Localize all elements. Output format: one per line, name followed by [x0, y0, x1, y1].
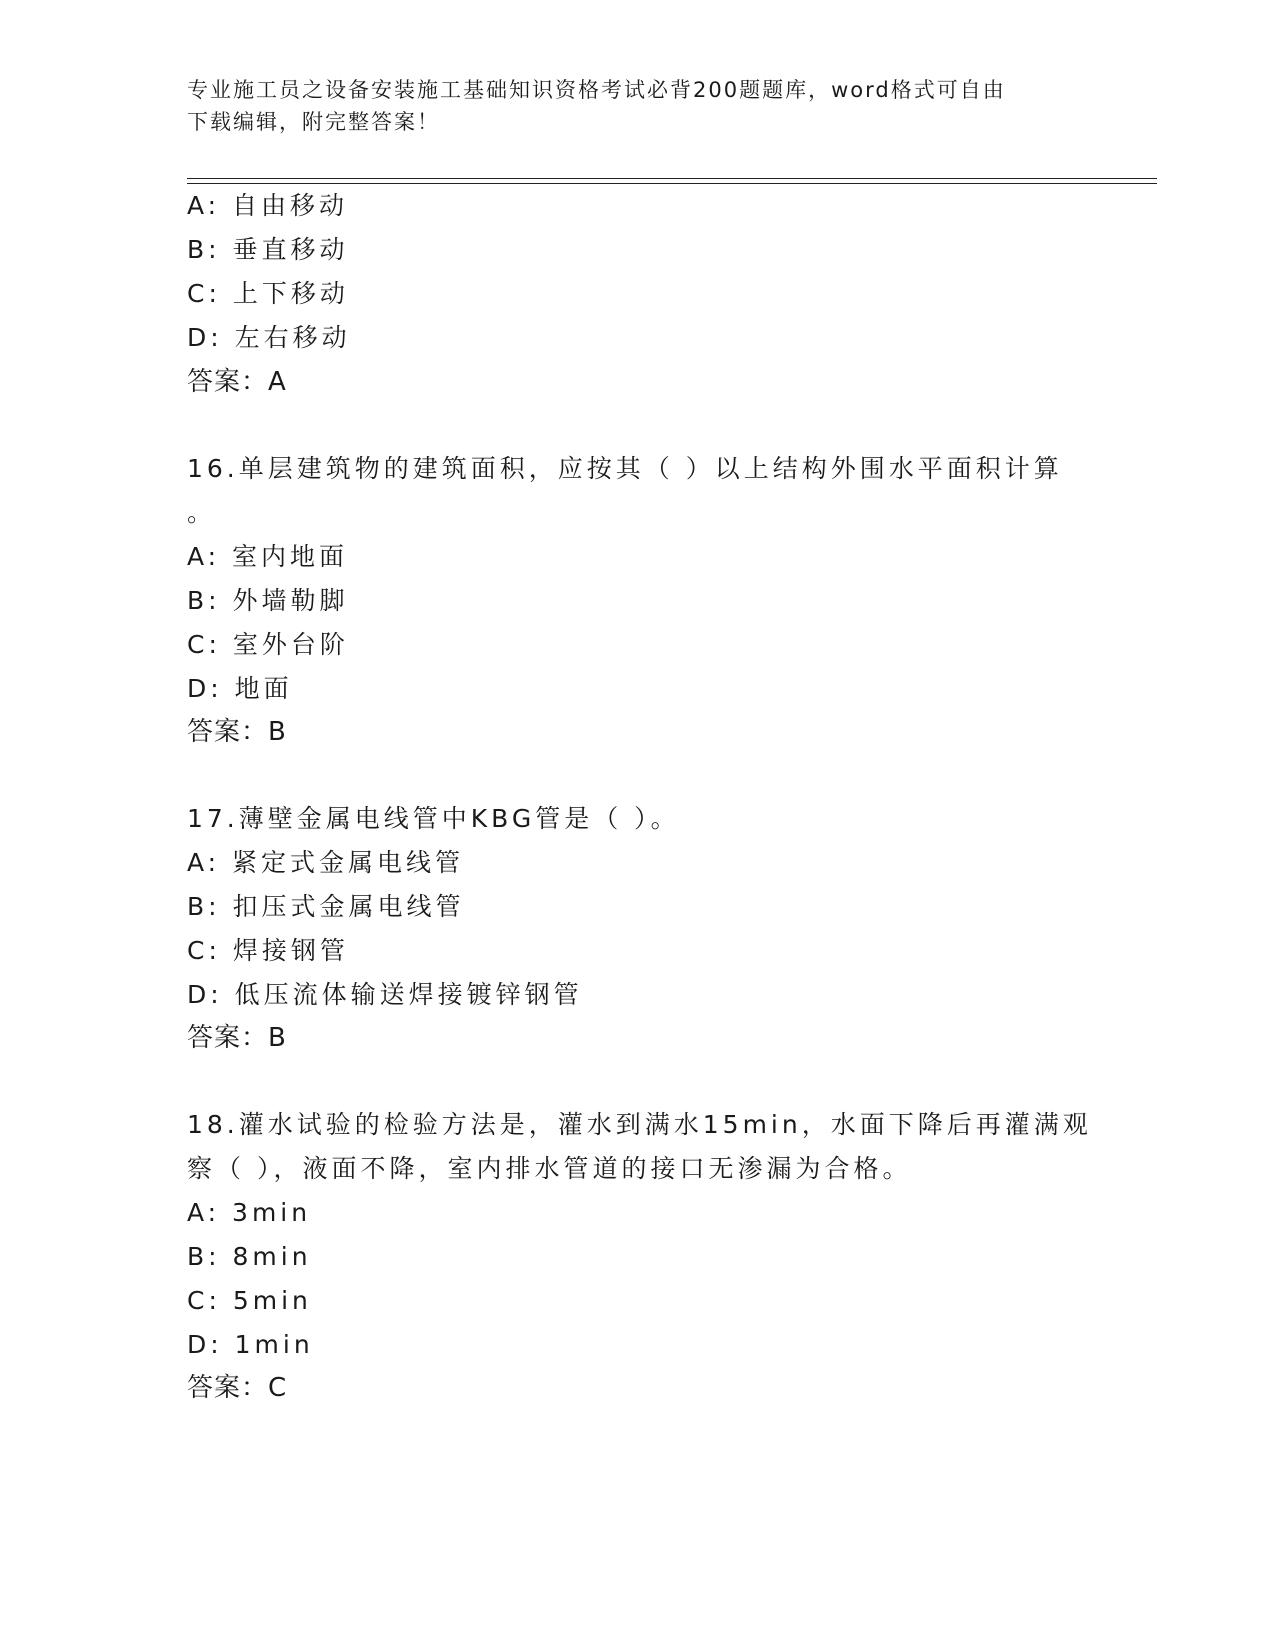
- option-b: B: 8min: [187, 1242, 312, 1271]
- question-stem-line-2: 。: [187, 498, 217, 527]
- answer-label: 答案：A: [187, 367, 287, 397]
- option-d: D: 左右移动: [187, 323, 351, 352]
- question-stem-line-1: 16.单层建筑物的建筑面积，应按其（ ）以上结构外围水平面积计算: [187, 454, 1063, 483]
- option-a: A: 室内地面: [187, 542, 349, 571]
- header-rule-bottom: [187, 183, 1157, 184]
- option-a: A: 紧定式金属电线管: [187, 848, 465, 877]
- option-a: A: 自由移动: [187, 191, 349, 220]
- option-b: B: 扣压式金属电线管: [187, 892, 465, 921]
- header-line-1: 专业施工员之设备安装施工基础知识资格考试必背200题题库，word格式可自由: [187, 78, 1006, 102]
- option-c: C: 室外台阶: [187, 630, 349, 659]
- option-d: D: 1min: [187, 1330, 314, 1359]
- option-c: C: 焊接钢管: [187, 936, 349, 965]
- answer-label: 答案：C: [187, 1373, 288, 1403]
- answer-label: 答案：B: [187, 1023, 287, 1053]
- header-rule-top: [187, 178, 1157, 179]
- document-header: [187, 74, 1067, 138]
- option-c: C: 上下移动: [187, 279, 349, 308]
- answer-label: 答案：B: [187, 717, 287, 747]
- header-line-2: 下载编辑，附完整答案！: [187, 110, 440, 134]
- question-stem-line-2: 察（ ），液面不降，室内排水管道的接口无渗漏为合格。: [187, 1154, 912, 1183]
- question-stem-line-1: 18.灌水试验的检验方法是，灌水到满水15min，水面下降后再灌满观: [187, 1110, 1092, 1139]
- option-a: A: 3min: [187, 1198, 312, 1227]
- option-b: B: 垂直移动: [187, 235, 349, 264]
- option-c: C: 5min: [187, 1286, 312, 1315]
- option-b: B: 外墙勒脚: [187, 586, 349, 615]
- question-stem-line-1: 17.薄壁金属电线管中KBG管是（ ）。: [187, 804, 680, 833]
- option-d: D: 低压流体输送焊接镀锌钢管: [187, 980, 583, 1009]
- option-d: D: 地面: [187, 674, 293, 703]
